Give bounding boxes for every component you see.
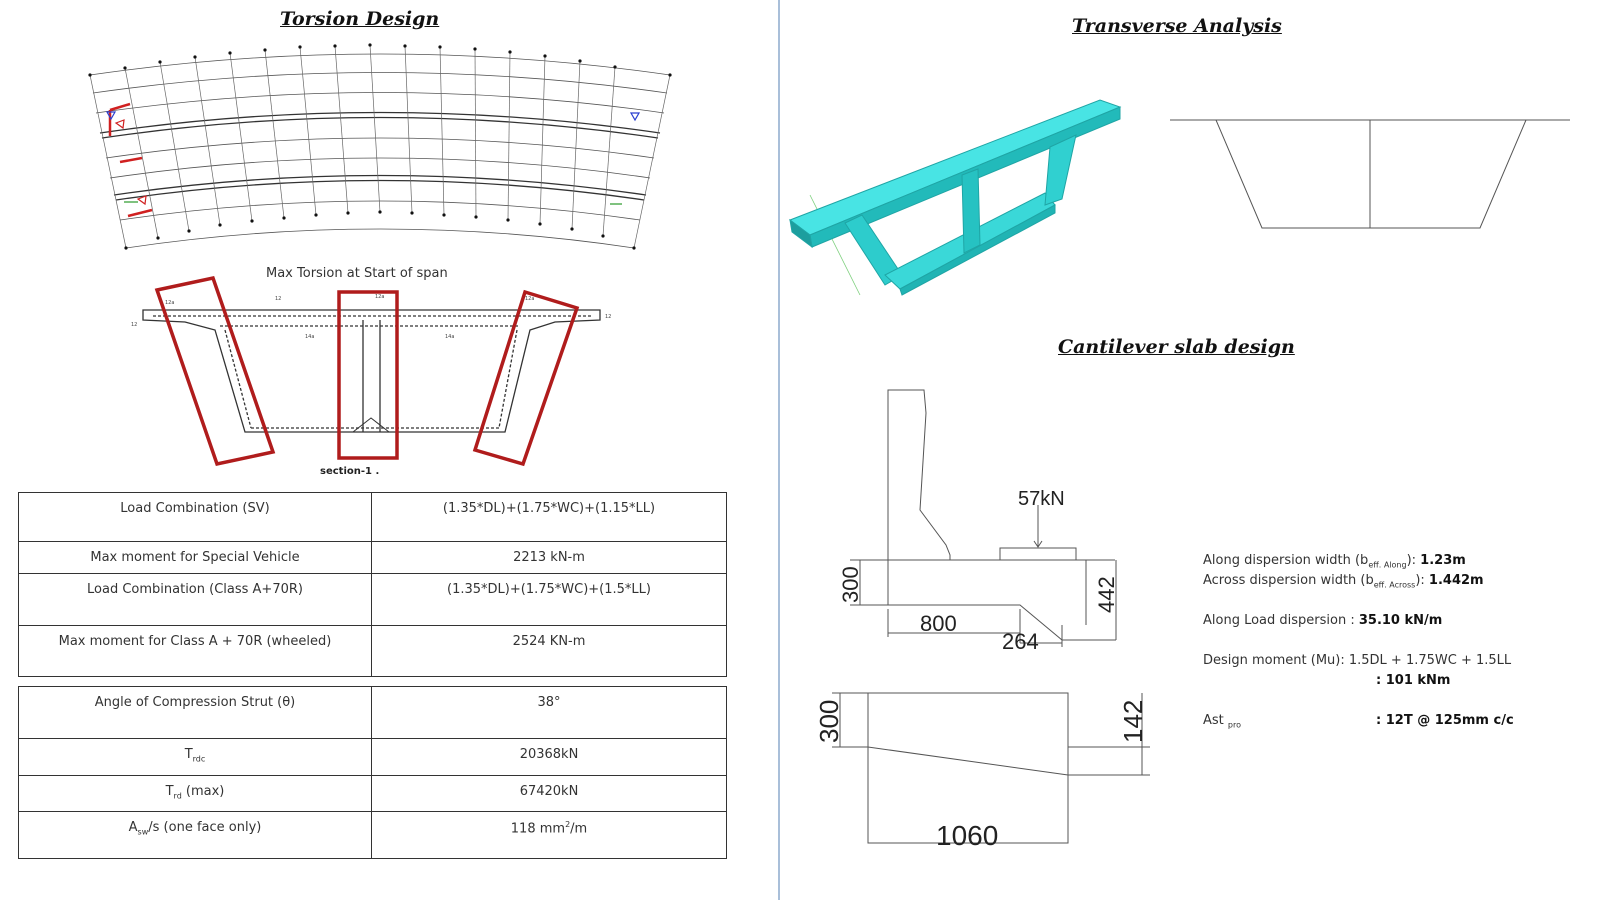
row-label: $T_{rdc}$: [19, 739, 372, 776]
section-caption: Max Torsion at Start of span: [266, 266, 448, 281]
across-dispersion-width: Across dispersion width $(b_{eff. Across})$: 1.442m: [1203, 573, 1484, 590]
svg-text:12a: 12a: [375, 294, 385, 300]
row-label: Max moment for Special Vehicle: [19, 542, 372, 574]
row-label: Load Combination (Class A+70R): [19, 574, 372, 626]
dim-264: 264: [1002, 629, 1039, 654]
table-row: [19, 493, 727, 542]
row-value: (1.35*DL)+(1.75*WC)+(1.15*LL): [372, 493, 727, 542]
table-row: [19, 687, 727, 739]
row-label: Load Combination (SV): [19, 493, 372, 542]
svg-text:14a: 14a: [445, 334, 455, 340]
row-value: 2213 kN-m: [372, 542, 727, 574]
svg-text:12: 12: [131, 322, 138, 328]
along-dispersion-width: Along dispersion width $(b_{eff. Along})$: 1.23m: [1203, 553, 1466, 570]
dim-300-top: 300: [838, 566, 863, 603]
row-label: $T_{rd}$ (max): [19, 776, 372, 812]
svg-text:12: 12: [275, 296, 282, 302]
dim-300-bottom: 300: [814, 699, 844, 743]
table-row: [19, 626, 727, 677]
svg-text:12a: 12a: [525, 296, 535, 302]
design-moment-formula: Design moment (Mu): 1.5DL + 1.75WC + 1.5LL: [1203, 653, 1512, 668]
row-label: Max moment for Class A + 70R (wheeled): [19, 626, 372, 677]
design-moment-value: : 101 kNm: [1376, 673, 1451, 688]
load-combination-table: [18, 492, 727, 677]
dim-142: 142: [1118, 699, 1148, 743]
box-girder-section: [125, 282, 625, 482]
table-row: [19, 542, 727, 574]
torsion-design-title: Torsion Design: [280, 8, 440, 30]
trapezoid-section-line: [1170, 112, 1570, 232]
row-value: 38°: [372, 687, 727, 739]
row-value: (1.35*DL)+(1.75*WC)+(1.5*LL): [372, 574, 727, 626]
cantilever-slab-taper-drawing: [810, 685, 1150, 855]
table-row: [19, 739, 727, 776]
svg-text:12: 12: [605, 314, 612, 320]
plan-grid-model: [80, 38, 680, 268]
table-row: [19, 776, 727, 812]
svg-text:14a: 14a: [305, 334, 315, 340]
section-label: section-1 .: [320, 466, 380, 477]
row-value: 2524 KN-m: [372, 626, 727, 677]
along-load-dispersion: Along Load dispersion : 35.10 kN/m: [1203, 613, 1443, 628]
dim-1060: 1060: [936, 820, 999, 851]
ast-provided-label: Ast $_{pro}$: [1203, 713, 1241, 730]
table-row: [19, 574, 727, 626]
transverse-frame-3d: [790, 95, 1130, 305]
row-label: $A_{sw}/s$ (one face only): [19, 812, 372, 859]
row-value: 67420kN: [372, 776, 727, 812]
dim-800: 800: [920, 611, 957, 636]
row-value: 20368kN: [372, 739, 727, 776]
transverse-analysis-title: Transverse Analysis: [1072, 15, 1282, 37]
row-value: 118 $mm^2/m$: [372, 812, 727, 859]
row-label: Angle of Compression Strut (θ): [19, 687, 372, 739]
dim-442: 442: [1094, 576, 1119, 613]
table-row: [19, 812, 727, 859]
load-label: 57kN: [1018, 488, 1065, 510]
svg-text:12a: 12a: [165, 300, 175, 306]
page-divider: [778, 0, 780, 900]
cantilever-section-drawing: [820, 385, 1120, 665]
cantilever-slab-title: Cantilever slab design: [1058, 336, 1295, 358]
ast-provided-value: : 12T @ 125mm c/c: [1376, 713, 1514, 728]
torsion-capacity-table: [18, 686, 727, 859]
